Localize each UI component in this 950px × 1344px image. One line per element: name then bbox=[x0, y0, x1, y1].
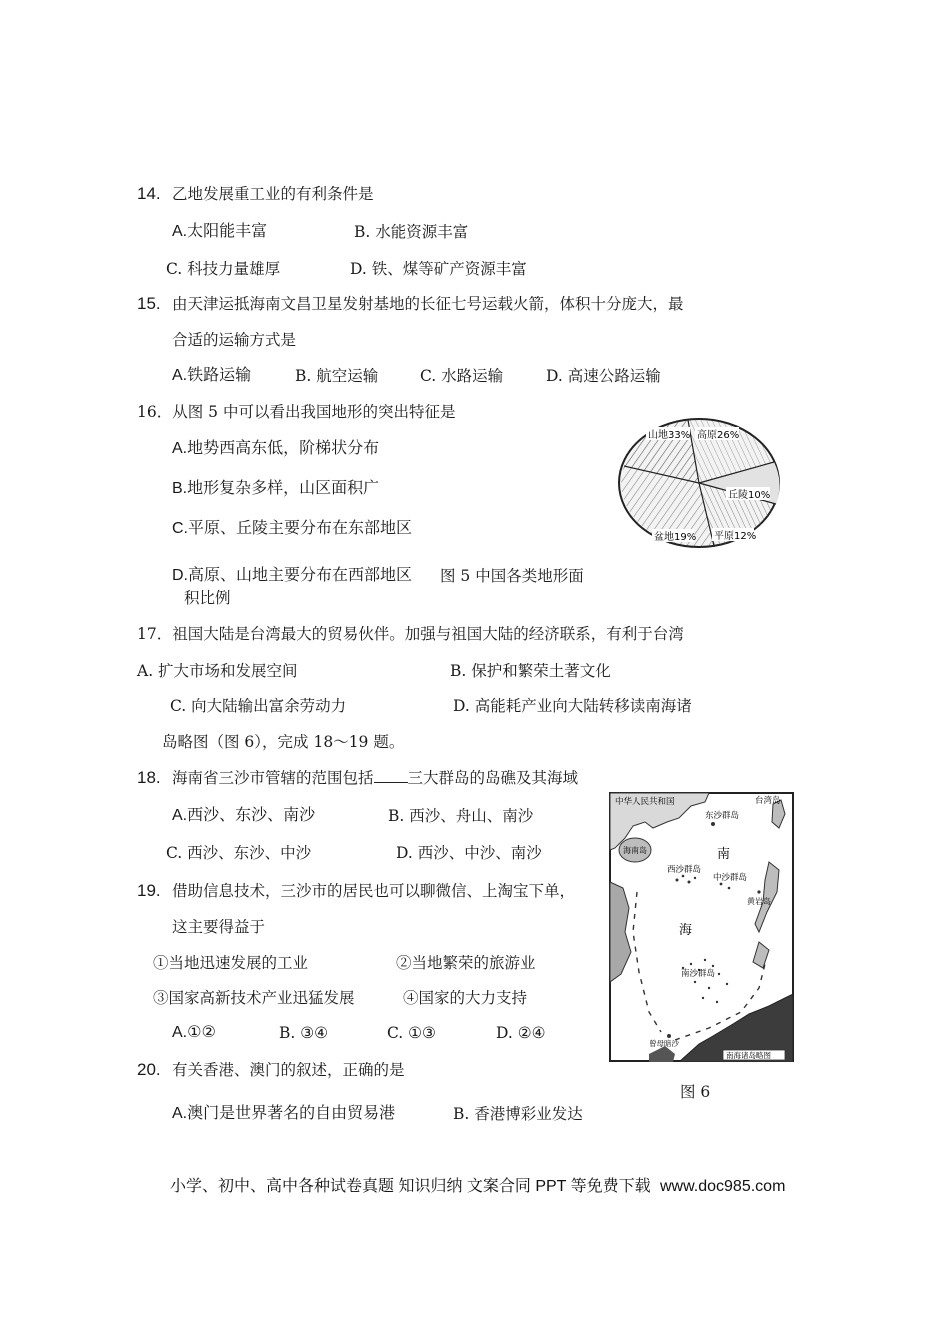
label-xisha: 西沙群岛 bbox=[667, 865, 702, 875]
q14-option-c: C. 科技力量雄厚 bbox=[166, 260, 281, 278]
q16-stem: 16．从图 5 中可以看出我国地形的突出特征是 bbox=[137, 403, 456, 421]
q15-stem-line1: 由天津运抵海南文昌卫星发射基地的长征七号运载火箭，体积十分庞大，最 bbox=[172, 295, 684, 313]
fig5-caption-line2: 积比例 bbox=[184, 589, 231, 607]
q18-19-intro: 岛略图（图 6），完成 18～19 题。 bbox=[162, 733, 405, 751]
q20-option-b: B. 香港博彩业发达 bbox=[453, 1105, 583, 1123]
q18-stem-after-blank: 三大群岛的岛礁及其海域 bbox=[407, 769, 579, 787]
q16-option-d: D.高原、山地主要分布在西部地区 bbox=[172, 567, 413, 584]
pie-label-basin: 盆地19% bbox=[654, 532, 697, 543]
q17-option-a: A. 扩大市场和发展空间 bbox=[137, 662, 298, 680]
map-inset-title: 南海诸岛略图 bbox=[726, 1051, 771, 1060]
label-nan: 南 bbox=[717, 847, 731, 862]
q17-option-c: C. 向大陆输出富余劳动力 bbox=[170, 697, 347, 715]
label-hainan: 海南岛 bbox=[623, 846, 647, 855]
q15-option-b: B. 航空运输 bbox=[295, 367, 379, 385]
pie-label-plain: 平原12% bbox=[714, 531, 757, 542]
q15-option-a: A.铁路运输 bbox=[172, 367, 252, 384]
q18-stem bbox=[172, 768, 578, 788]
q19-statement-1: ①当地迅速发展的工业 bbox=[153, 954, 309, 972]
pie-label-hills: 丘陵10% bbox=[728, 490, 771, 501]
q19-option-c: C. ①③ bbox=[387, 1024, 436, 1042]
label-nansha: 南沙群岛 bbox=[681, 969, 716, 979]
q14-number: 14. bbox=[137, 184, 161, 203]
footer-url-link[interactable]: www.doc985.com bbox=[660, 1178, 786, 1195]
label-taiwan: 台湾岛 bbox=[755, 796, 781, 806]
q18-number: 18. bbox=[137, 768, 161, 787]
q19-option-a: A.①② bbox=[172, 1024, 216, 1041]
q19-statement-2: ②当地繁荣的旅游业 bbox=[396, 954, 536, 972]
terrain-pie-figure bbox=[616, 416, 782, 550]
label-hai: 海 bbox=[679, 923, 693, 938]
q17-option-d: D. 高能耗产业向大陆转移读南海诸 bbox=[453, 697, 692, 715]
q19-option-d: D. ②④ bbox=[496, 1024, 546, 1042]
q18-option-a: A.西沙、东沙、南沙 bbox=[172, 807, 316, 824]
q16-option-c: C.平原、丘陵主要分布在东部地区 bbox=[172, 520, 413, 537]
q14-stem: 乙地发展重工业的有利条件是 bbox=[172, 185, 374, 203]
label-huangyan: 黄岩岛 bbox=[747, 897, 771, 906]
q18-option-d: D. 西沙、中沙、南沙 bbox=[396, 844, 542, 862]
q19-stem-line1: 借助信息技术，三沙市的居民也可以聊微信、上淘宝下单， bbox=[172, 882, 576, 900]
q19-statement-4: ④国家的大力支持 bbox=[403, 989, 528, 1007]
q18-stem-before-blank: 海南省三沙市管辖的范围包括 bbox=[172, 769, 374, 787]
label-zhongsha: 中沙群岛 bbox=[713, 873, 748, 883]
q16-option-a: A.地势西高东低，阶梯状分布 bbox=[172, 440, 380, 457]
south-china-sea-map bbox=[609, 792, 794, 1062]
answer-blank bbox=[374, 768, 408, 783]
q18-option-c: C. 西沙、东沙、中沙 bbox=[166, 844, 312, 862]
q14-option-b: B. 水能资源丰富 bbox=[354, 223, 469, 241]
q17-stem: 17．祖国大陆是台湾最大的贸易伙伴。加强与祖国大陆的经济联系，有利于台湾 bbox=[137, 625, 684, 643]
fig6-caption: 图 6 bbox=[680, 1083, 711, 1101]
q19-option-b: B. ③④ bbox=[279, 1024, 329, 1042]
label-dongsha: 东沙群岛 bbox=[705, 811, 740, 821]
q20-number: 20. bbox=[137, 1060, 161, 1079]
q15-option-d: D. 高速公路运输 bbox=[546, 367, 661, 385]
q18-option-b: B. 西沙、舟山、南沙 bbox=[388, 807, 534, 825]
q19-stem-line2: 这主要得益于 bbox=[172, 918, 266, 936]
q17-option-b: B. 保护和繁荣土著文化 bbox=[450, 662, 611, 680]
q14-option-a: A.太阳能丰富 bbox=[172, 223, 268, 240]
q19-number: 19. bbox=[137, 881, 161, 900]
q15-option-c: C. 水路运输 bbox=[420, 367, 504, 385]
q20-stem: 有关香港、澳门的叙述，正确的是 bbox=[172, 1061, 405, 1079]
fig5-caption-line1: 图 5 中国各类地形面 bbox=[440, 567, 584, 585]
label-zengmu: 曾母暗沙 bbox=[649, 1039, 679, 1048]
label-prc: 中华人民共和国 bbox=[615, 797, 675, 807]
q19-statement-3: ③国家高新技术产业迅猛发展 bbox=[153, 989, 355, 1007]
q16-option-b: B.地形复杂多样，山区面积广 bbox=[172, 480, 380, 497]
q20-option-a: A.澳门是世界著名的自由贸易港 bbox=[172, 1105, 396, 1122]
q15-number: 15. bbox=[137, 294, 161, 313]
pie-label-plateau: 高原26% bbox=[697, 430, 740, 441]
q14-option-d: D. 铁、煤等矿产资源丰富 bbox=[350, 260, 527, 278]
pie-label-mountain: 山地33% bbox=[648, 430, 691, 441]
footer-promo-text: 小学、初中、高中各种试卷真题 知识归纳 文案合同 PPT 等免费下载 bbox=[170, 1178, 651, 1195]
q15-stem-line2: 合适的运输方式是 bbox=[172, 331, 297, 349]
